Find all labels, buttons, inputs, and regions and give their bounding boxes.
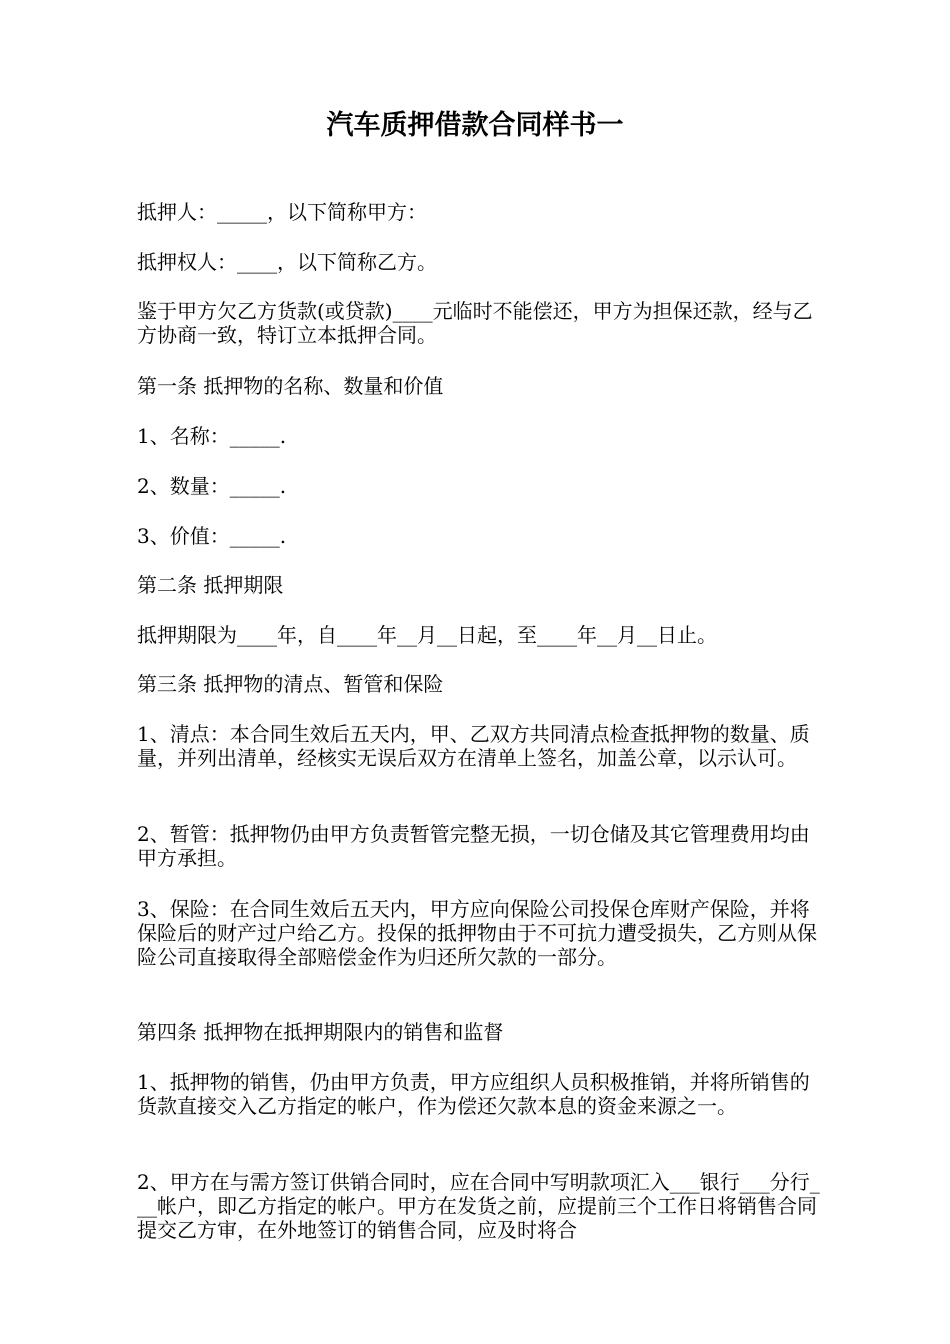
- paragraph-custody: 2、暂管：抵押物仍由甲方负责暂管完整无损，一切仓储及其它管理费用均由甲方承担。: [137, 822, 810, 870]
- paragraph-sales: 1、抵押物的销售，仍由甲方负责，甲方应组织人员积极推销，并将所销售的货款直接交入乙方指定的帐户，作为偿还欠款本息的资金来源之一。: [137, 1070, 810, 1118]
- article-1-heading: 第一条 抵押物的名称、数量和价值: [137, 374, 444, 398]
- paragraph-mortgagor: 抵押人：_____，以下简称甲方：: [137, 200, 427, 224]
- article-2-heading: 第二条 抵押期限: [137, 573, 284, 597]
- article-3-heading: 第三条 抵押物的清点、暂管和保险: [137, 672, 444, 696]
- paragraph-inventory: 1、清点：本合同生效后五天内，甲、乙双方共同清点检查抵押物的数量、质量，并列出清单，经核实无误后双方在清单上签名，加盖公章，以示认可。: [137, 722, 810, 770]
- paragraph-mortgagee: 抵押权人：____，以下简称乙方。: [137, 250, 437, 274]
- paragraph-term: 抵押期限为____年，自____年__月__日起，至____年__月__日止。: [137, 623, 717, 647]
- article-4-heading: 第四条 抵押物在抵押期限内的销售和监督: [137, 1020, 504, 1044]
- paragraph-insurance: 3、保险：在合同生效后五天内，甲方应向保险公司投保仓库财产保险，并将保险后的财产过户给乙方。投保的抵押物由于不可抗力遭受损失，乙方则从保险公司直接取得全部赔偿金作为归还所欠款的一部分。: [137, 897, 817, 969]
- list-item-value: 3、价值：_____.: [137, 524, 287, 548]
- document-title: 汽车质押借款合同样书一: [326, 110, 624, 141]
- list-item-quantity: 2、数量：_____.: [137, 474, 287, 498]
- paragraph-contract-terms: 2、甲方在与需方签订供销合同时，应在合同中写明款项汇入___银行___分行___帐户，即乙方指定的帐户。甲方在发货之前，应提前三个工作日将销售合同提交乙方审，在外地签订的销售合同，应及时将合: [137, 1170, 820, 1242]
- paragraph-preamble: 鉴于甲方欠乙方货款(或贷款)____元临时不能偿还，甲方为担保还款，经与乙方协商一致，特订立本抵押合同。: [137, 299, 813, 347]
- list-item-name: 1、名称：_____.: [137, 424, 287, 448]
